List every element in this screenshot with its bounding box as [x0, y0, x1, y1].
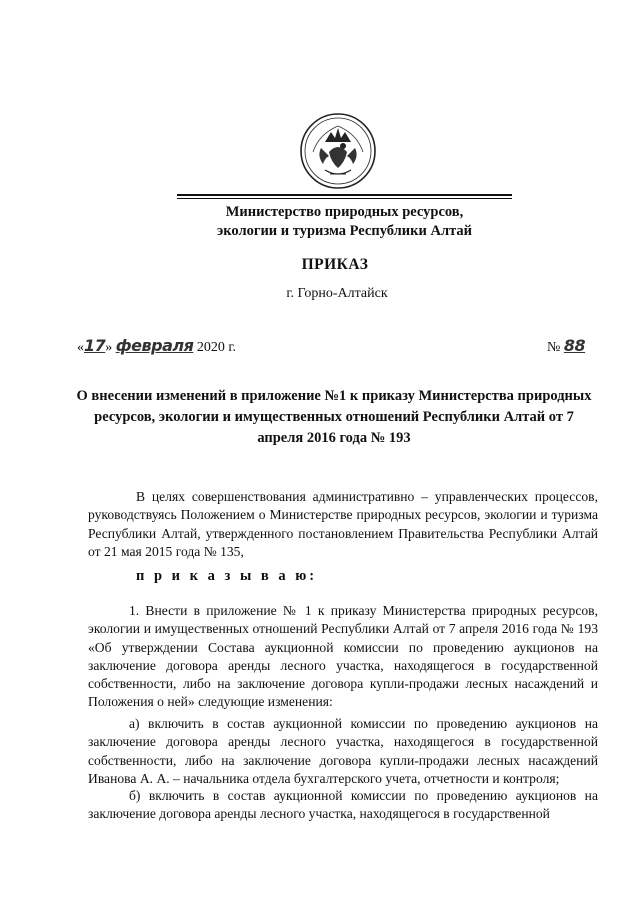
order-city: г. Горно-Алтайск: [286, 286, 388, 301]
item-b-paragraph: б) включить в состав аукционной комиссии по проведению аукционов на заключение договора аренды лесного участка, находящегося в государственной: [88, 788, 598, 822]
date-quote-close: »: [105, 340, 113, 355]
item-a-paragraph: а) включить в состав аукционной комиссии по проведению аукционов на заключение договора аренды лесного участка, находящегося в государственной собственности, либо на заключение договора купли-продажи лесных насаждений Иванова А. А. – начальника отдела бухгалтерского учета, отчетности и контроля;: [88, 716, 598, 786]
order-number: [547, 336, 585, 356]
ministry-name: [177, 203, 512, 241]
order-heading: О внесении изменений в приложение №1 к приказу Министерства природных ресурсов, экологии и имущественных отношений Республики Алтай от 7 апреля 2016 года № 193: [76, 388, 592, 446]
header-rule-thin: [177, 198, 512, 199]
prikazyvayu-label: п р и к а з ы в а ю:: [136, 568, 318, 584]
date-quote-open: «: [77, 340, 84, 355]
date-month-handwritten: февраля: [115, 336, 194, 355]
number-prefix: №: [547, 340, 561, 355]
coat-of-arms-emblem-icon: [299, 112, 377, 190]
item-1-paragraph: 1. Внести в приложение № 1 к приказу Министерства природных ресурсов, экологии и имущественных отношений Республики Алтай от 7 апреля 2016 года № 193 «Об утверждении Состава аукционной комиссии по проведению аукционов на заключение договора аренды лесного участка, находящегося в государственной собственности, либо на заключение договора купли-продажи лесных насаждений и Положения о ней» следующие изменения:: [88, 603, 598, 710]
ministry-name-line1: Министерство природных ресурсов,: [225, 204, 464, 220]
date-day-handwritten: 17: [84, 336, 106, 355]
number-handwritten: 88: [563, 336, 586, 355]
intro-paragraph: В целях совершенствования административно – управленческих процессов, руководствуясь Положением о Министерстве природных ресурсов, экологии и туризма Республики Алтай, утвержденного постановлением Правительства Республики Алтай от 21 мая 2015 года № 135,: [88, 489, 598, 559]
header-rule-thick: [177, 194, 512, 196]
order-date: [77, 336, 236, 356]
date-year: 2020 г.: [196, 340, 237, 355]
ministry-name-line2: экологии и туризма Республики Алтай: [217, 223, 472, 239]
order-title: ПРИКАЗ: [301, 256, 369, 273]
